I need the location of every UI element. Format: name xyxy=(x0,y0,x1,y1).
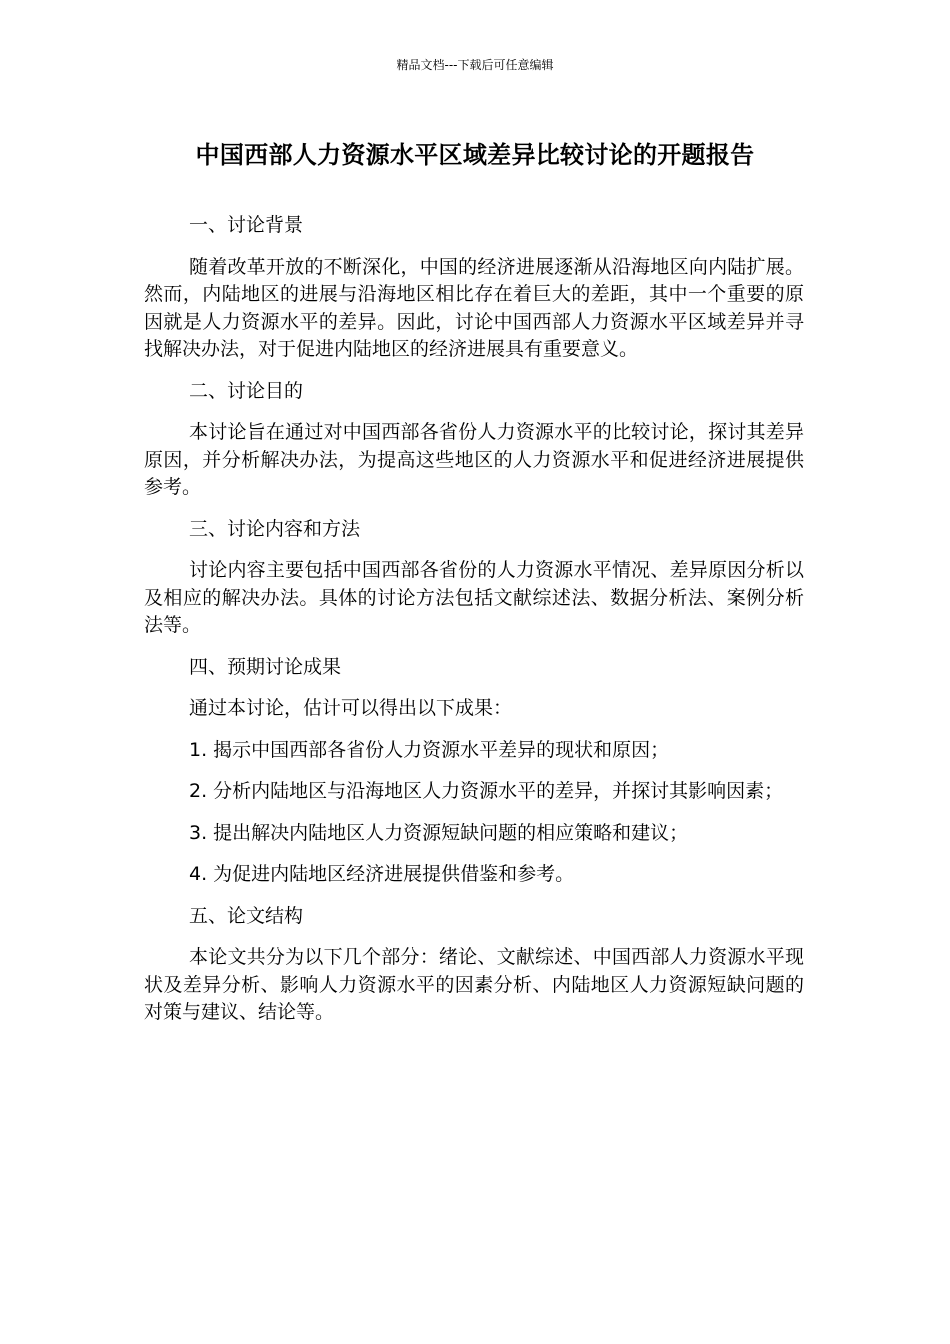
expected-results-intro: 通过本讨论，估计可以得出以下成果： xyxy=(189,697,513,719)
section-heading-content-methods: 三、讨论内容和方法 xyxy=(189,517,361,540)
header-note: 精品文档---下载后可任意编辑 xyxy=(396,58,554,72)
list-item: 2. 分析内陆地区与沿海地区人力资源水平的差异，并探讨其影响因素； xyxy=(189,780,784,802)
paragraph-content-methods: 讨论内容主要包括中国西部各省份的人力资源水平情况、差异原因分析以及相应的解决办法。具体的讨论方法包括文献综述法、数据分析法、案例分析法等。 xyxy=(144,559,804,636)
paragraph-structure: 本论文共分为以下几个部分：绪论、文献综述、中国西部人力资源水平现状及差异分析、影响人力资源水平的因素分析、内陆地区人力资源短缺问题的对策与建议、结论等。 xyxy=(144,946,804,1023)
document-title: 中国西部人力资源水平区域差异比较讨论的开题报告 xyxy=(195,141,755,169)
document-body xyxy=(144,212,804,1041)
list-item: 4. 为促进内陆地区经济进展提供借鉴和参考。 xyxy=(189,863,575,885)
section-heading-expected-results: 四、预期讨论成果 xyxy=(189,655,342,678)
paragraph-purpose: 本讨论旨在通过对中国西部各省份人力资源水平的比较讨论，探讨其差异原因，并分析解决办法，为提高这些地区的人力资源水平和促进经济进展提供参考。 xyxy=(144,421,804,498)
paragraph-background: 随着改革开放的不断深化，中国的经济进展逐渐从沿海地区向内陆扩展。然而，内陆地区的进展与沿海地区相比存在着巨大的差距，其中一个重要的原因就是人力资源水平的差异。因此，讨论中国西部人力资源水平区域差异并寻找解决办法，对于促进内陆地区的经济进展具有重要意义。 xyxy=(144,255,804,360)
section-heading-purpose: 二、讨论目的 xyxy=(189,379,304,402)
list-item: 1. 揭示中国西部各省份人力资源水平差异的现状和原因； xyxy=(189,738,670,761)
section-heading-background: 一、讨论背景 xyxy=(189,214,304,236)
list-item: 3. 提出解决内陆地区人力资源短缺问题的相应策略和建议； xyxy=(189,821,689,844)
section-heading-structure: 五、论文结构 xyxy=(189,904,304,927)
